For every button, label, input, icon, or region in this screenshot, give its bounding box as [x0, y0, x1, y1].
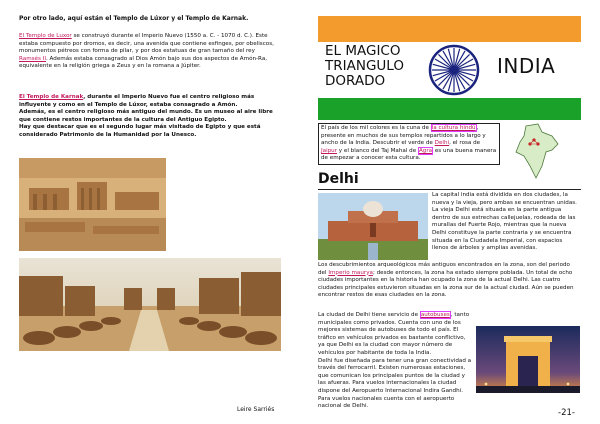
ashoka-chakra-icon [428, 44, 480, 96]
india-map [512, 122, 562, 180]
country-title: INDIA [497, 54, 556, 78]
humayun-tomb-photo [318, 193, 428, 260]
intro-text-e: es una buena manera de empezar a conocer esta cultura. [321, 147, 497, 162]
bus-link[interactable]: autobuses [420, 312, 450, 318]
transport-text-b: , tanto municipales como privados. Cuenta con uno de los mejores sistemas de autobuses de todo el país. El tráfico en vehículos privados es bastante conflictivo, ya que Delhi es la ciudad con mayor número de vehículos por habitante de toda la India. [318, 312, 470, 356]
section-title-delhi: Delhi [318, 171, 359, 187]
luxor-text-b: . Además estaba consagrado al Dios Amón bajo sus dos aspectos de Amón-Ra, equivalente en la religión griega a Zeus y en la romana a Júpiter. [19, 55, 268, 70]
transport-text-a: La ciudad de Delhi tiene servicio de [318, 312, 420, 318]
jaipur-link[interactable]: Jaipur [321, 147, 338, 154]
page-number: -21- [558, 408, 575, 418]
intro-text-a: El país de los mil colores es la cuna de [321, 125, 431, 131]
history-text-a: Los descubrimientos arqueológicos más antiguos encontrados en la zona, son del periodo del [318, 262, 570, 276]
intro-text-b: , presente en muchos de sus templos repartidos a lo largo y ancho de la India. Descubrir el verde de [321, 125, 486, 147]
karnak-link[interactable]: El Templo de Karnak [19, 94, 84, 100]
india-gate-photo [476, 326, 580, 393]
luxor-avenue-photo [19, 258, 281, 351]
karnak-temple-photo [19, 158, 166, 251]
karnak-paragraph [19, 94, 279, 140]
ramses-link[interactable]: Ramsés II [19, 55, 46, 62]
left-intro: Por otro lado, aquí están el Templo de Lúxor y el Templo de Karnak. [19, 15, 249, 22]
maurya-link[interactable]: Imperio maurya [328, 269, 373, 276]
delhi-paragraph-1: La capital india está dividida en dos ciudades, la nueva y la vieja, pero ambas se encuentran unidas. La vieja Delhi está situada en la parte antigua dentro de sus estrechas callejuelas, rodeada de las murallas del Fuerte Rojo, mientras que la nueva Delhi constituye la parte contraria y se encuentra situada en la Ciudadela Imperial, con espacios llenos de árboles y amplias avenidas. [432, 192, 577, 252]
india-intro-box [318, 123, 500, 165]
title-line-2: TRIANGULO [325, 58, 404, 74]
karnak-text-a: , durante el Imperio Nuevo fue el centro religioso más influyente y como en el Templo de Lúxor, estaba consagrado a Amón. [19, 94, 255, 108]
karnak-text-c: Hay que destacar que es el segundo lugar más visitado de Egipto y que está considerado Patrimonio de la Humanidad por la Unesco. [19, 124, 261, 138]
author-footer: Leire Sarriés [237, 406, 275, 413]
flag-green-band [318, 98, 581, 120]
title-line-3: DORADO [325, 73, 386, 89]
karnak-text-b: Además, es el centro religioso más antiguo del mundo. Es un museo al aire libre que contiene restos importantes de la cultura del Antiguo Egipto. [19, 109, 273, 123]
section-divider [318, 189, 581, 190]
luxor-paragraph [19, 33, 277, 71]
luxor-link[interactable]: El Templo de Luxor [19, 33, 72, 39]
article-title [325, 44, 404, 89]
hindu-culture-link[interactable]: la cultura hindú [431, 125, 476, 131]
history-text-b: ; desde entonces, la zona ha estado siempre poblada. Un total de ocho ciudades importantes en la historia han ocupado la zona de la actual Delhi. Las cuatro ciudades principales estuvieron situadas en la zona sur de la actual ciudad. Aún se pueden encontrar restos de esas ciudades en la zona. [318, 269, 574, 299]
transport-text-c: Delhi fue diseñada para tener una gran conectividad a través del ferrocarril. Existen numerosas estaciones, que comunican los principales puntos de la ciudad y las afueras. Para vuelos internacionales la ciudad dispone del Aeropuerto Internacional Indira Gandhi. Para vuelos nacionales cuenta con el aeropuerto nacional de Delhi. [318, 357, 472, 410]
agra-link[interactable]: Agra [418, 147, 433, 154]
delhi-link[interactable]: Delhi [434, 140, 450, 147]
intro-text-d: y el blanco del Taj Mahal de [337, 147, 418, 154]
delhi-paragraph-2 [318, 262, 580, 300]
intro-text-c: , el rosa de [449, 140, 481, 147]
luxor-text-a: se construyó durante el Imperio Nuevo (1550 a. C. - 1070 d. C.). Este estaba compuesto por dromos, es decir, una avenida que contiene esfinges, por obeliscos, monumentos pétreos con forma de pilar, y por dos estatuas de gran tamaño del rey [19, 33, 274, 55]
title-line-1: EL MAGICO [325, 43, 401, 59]
flag-saffron-band [318, 16, 581, 42]
delhi-transport-paragraph [318, 312, 473, 411]
